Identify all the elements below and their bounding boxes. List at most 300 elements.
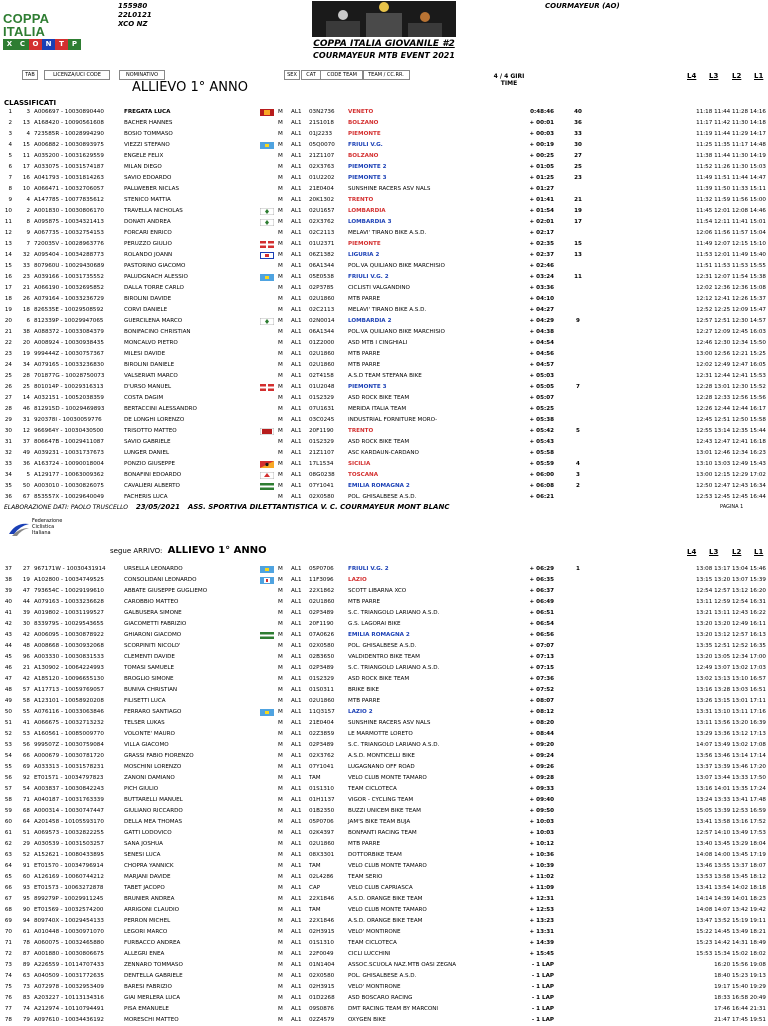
cell-team: PIEMONTE 3 [348,175,387,181]
cell-sex: M [278,120,283,126]
event-code-1: 155980 [118,2,148,10]
cell-sex: M [278,687,283,693]
cell-sex: M [278,610,283,616]
cell-lap-times: 12:49 13:07 13:02 17:03 [696,665,766,671]
cell-sex: M [278,483,283,489]
cell-team: A.S.D TEAM STEFANA BIKE [348,373,422,379]
cell-team-code: 01B2350 [309,808,335,814]
cell-name: STENICO MATTIA [124,197,171,203]
cell-lap-times: 19:17 15:40 19:29 [714,984,766,990]
cell-points: 9 [576,318,580,324]
cell-bib: 20 [22,340,30,346]
cell-lap-times: 13:40 13:45 13:29 18:04 [696,841,766,847]
cell-cat: AL1 [291,918,302,924]
cell-sex: M [278,186,283,192]
cell-pos: 68 [4,907,12,913]
table-row [0,261,768,272]
cell-license: A060075 - 10032465880 [34,940,104,946]
cell-pos: 40 [4,599,12,605]
cell-time: + 00:25 [529,153,554,159]
cell-lap-times: 13:53 13:58 13:45 18:12 [696,874,766,880]
cell-sex: M [278,819,283,825]
cell-lap-times: 13:47 13:52 15:19 19:11 [696,918,766,924]
cell-lap-times: 11:38 11:44 11:30 14:19 [696,153,766,159]
cell-name: BUNIVA CHRISTIAN [124,687,178,693]
cell-team: ASC KARDAUN-CARDANO [348,450,419,456]
cell-license: A001830 - 10030806170 [34,208,104,214]
cell-cat: AL1 [291,852,302,858]
cell-points: 21 [574,197,582,203]
cell-team-code: 01S0311 [309,687,334,693]
cell-cat: AL1 [291,698,302,704]
laps-info [484,73,534,87]
cell-team-code: 07A0626 [309,632,335,638]
cell-team-code: 08G0238 [309,472,335,478]
cell-name: CAVALIERI ALBERTO [124,483,180,489]
cell-pos: 74 [4,973,12,979]
cell-sex: M [278,230,283,236]
table-row [0,619,768,630]
cell-license: A000679 - 10030781720 [34,753,104,759]
cell-pos: 54 [4,753,12,759]
cell-pos: 46 [4,665,12,671]
cell-cat: AL1 [291,940,302,946]
cell-sex: M [278,621,283,627]
cell-name: BIROLINI DAVIDE [124,296,172,302]
cell-team-code: 02X0580 [309,973,335,979]
cell-pos: 11 [4,219,12,225]
cell-bib: 34 [22,362,30,368]
cell-time: + 08:44 [529,731,554,737]
fci-text-3: Italiana [32,530,51,536]
cell-cat: AL1 [291,973,302,979]
cell-name: DELLA MEA THOMAS [124,819,183,825]
cell-team: POL. GHISALBESE A.S.D. [348,973,417,979]
cell-time: + 05:25 [529,406,554,412]
cell-bib: 36 [22,461,30,467]
cell-license: 809740X - 10029454133 [34,918,104,924]
cell-name: GALBUSERA SIMONE [124,610,182,616]
cell-name: BONAFINI EDOARDO [124,472,182,478]
cell-cat: AL1 [291,450,302,456]
cell-bib: 63 [22,973,30,979]
cell-pos: 19 [4,307,12,313]
cell-cat: AL1 [291,621,302,627]
cell-pos: 32 [4,450,12,456]
cell-pos: 16 [4,274,12,280]
cell-pos: 9 [8,197,12,203]
cell-sex: M [278,208,283,214]
cell-cat: AL1 [291,654,302,660]
cell-license: 899279P - 10029911245 [34,896,104,902]
cell-team-code: 02P3489 [309,610,334,616]
cell-sex: M [278,373,283,379]
cell-pos: 22 [4,340,12,346]
cell-sex: M [278,665,283,671]
cell-lap-times: 13:35 12:51 12:52 16:35 [696,643,766,649]
cell-pos: 55 [4,764,12,770]
cell-time: + 06:29 [529,566,554,572]
cell-team-code: 02B3650 [309,654,335,660]
cell-bib: 79 [22,1017,30,1023]
cell-sex: M [278,830,283,836]
region-flag-icon [260,577,274,584]
cell-lap-times: 12:31 12:07 11:54 15:38 [696,274,766,280]
cell-lap-times: 12:28 13:01 12:30 15:52 [696,384,766,390]
cell-points: 4 [576,461,580,467]
cell-team: LAZIO 2 [348,709,373,715]
cell-bib: 73 [22,984,30,990]
cell-name: BIROLINI DANIELE [124,362,175,368]
table-row [0,949,768,960]
cell-sex: M [278,599,283,605]
cell-license: A076116 - 10033063846 [34,709,104,715]
cell-team: VELO CLUB MONTE TAMARO [348,907,427,913]
cell-pos: 17 [4,285,12,291]
cell-cat: AL1 [291,219,302,225]
cell-license: A039166 - 10031735552 [34,274,104,280]
cell-sex: M [278,808,283,814]
cell-pos: 59 [4,808,12,814]
cell-lap-times: 18:33 16:58 20:49 [714,995,766,1001]
cell-lap-times: 13:29 13:36 13:12 17:13 [696,731,766,737]
cell-cat: AL1 [291,164,302,170]
cell-team: CICLI LUCCHINI [348,951,391,957]
cell-bib: 66 [22,753,30,759]
cell-cat: AL1 [291,494,302,500]
cell-bib: 25 [22,384,30,390]
cell-lap-times: 12:57 14:10 13:49 17:53 [696,830,766,836]
cell-name: MILAN DIEGO [124,164,162,170]
cell-license: A006882 - 10030893975 [34,142,104,148]
cell-sex: M [278,318,283,324]
cell-bib: 68 [22,808,30,814]
cell-time: + 04:27 [529,307,554,313]
cell-sex: M [278,439,283,445]
cell-bib: 19 [22,351,30,357]
cell-time: + 11:09 [529,885,554,891]
cell-team-code: 07Y1041 [309,483,334,489]
cell-cat: AL1 [291,643,302,649]
cell-team: INDUSTRIAL FORNITURE MORO- [348,417,438,423]
cell-name: CORVI DANIELE [124,307,168,313]
region-flag-icon [260,428,274,435]
cell-lap-times: 13:00 12:15 12:29 17:02 [696,472,766,478]
cell-license: A003330 - 10030831533 [34,654,104,660]
cell-team-code: 01J2233 [309,131,333,137]
cell-name: SANA JOSHUA [124,841,164,847]
cell-time: + 09:50 [529,808,554,814]
cell-time: + 01:41 [529,197,554,203]
cell-lap-times: 15:05 13:39 12:53 16:59 [696,808,766,814]
cell-license: A003010 - 10030826075 [34,483,104,489]
col-head-team: TEAM / CC.RR. [362,70,410,80]
logo-strip-letter: N [42,39,55,50]
cell-lap-times: 12:43 12:47 12:41 16:18 [696,439,766,445]
cell-bib: 52 [22,852,30,858]
cell-team: LE MARMOTTE LORETO [348,731,413,737]
cell-team-code: 02U1860 [309,698,335,704]
cell-license: A000314 - 10030747447 [34,808,104,814]
cell-time: + 05:38 [529,417,554,423]
cell-pos: 70 [4,929,12,935]
cell-lap-times: 12:45 12:51 12:50 15:58 [696,417,766,423]
cell-team-code: 08X3301 [309,852,335,858]
cell-team: MTB PARRE [348,698,381,704]
cell-name: MONCALVO PIETRO [124,340,178,346]
cell-license: A079165 - 10033236830 [34,362,104,368]
table-row [0,993,768,1004]
cell-pos: 39 [4,588,12,594]
table-row [0,883,768,894]
footer-elaborazione: ELABORAZIONE DATI: PAOLO TRUSCELLO [4,504,128,511]
cell-bib: 50 [22,483,30,489]
cell-sex: M [278,698,283,704]
cell-lap-times: 15:22 14:45 13:49 18:21 [696,929,766,935]
cell-bib: 14 [22,395,30,401]
cell-time: + 06:56 [529,632,554,638]
cell-name: SAVIO EDOARDO [124,175,172,181]
cell-lap-times: 13:11 12:59 12:54 16:31 [696,599,766,605]
table-row [0,872,768,883]
cell-cat: AL1 [291,764,302,770]
cell-time: + 07:36 [529,676,554,682]
cell-lap-times: 14:07 13:49 13:02 17:08 [696,742,766,748]
cell-license: A010448 - 10030971070 [34,929,104,935]
cell-time: + 00:01 [529,120,554,126]
cell-name: MOSCHINI LORENZO [124,764,182,770]
cell-pos: 41 [4,610,12,616]
cell-name: CONSOLIDANI LEONARDO [124,577,197,583]
cell-lap-times: 14:08 14:07 13:42 19:42 [696,907,766,913]
cell-points: 11 [574,274,582,280]
cell-name: D'URSO MANUEL [124,384,172,390]
cell-name: GRASSI FABIO FIORENZO [124,753,194,759]
cell-pos: 71 [4,940,12,946]
cell-bib: 54 [22,786,30,792]
logo-strip-letter: X [3,39,16,50]
cell-bib: 37 [22,439,30,445]
cell-time: + 06:54 [529,621,554,627]
lap-head-l1-p2: L1 [754,548,764,556]
cell-team-code: 02X3763 [309,164,335,170]
cell-team-code: 05Q0070 [309,142,335,148]
cell-lap-times: 11:18 11:44 11:28 14:16 [696,109,766,115]
cell-cat: AL1 [291,632,302,638]
cell-sex: M [278,252,283,258]
cell-license: A168420 - 10090561608 [34,120,104,126]
cell-team: A.S.D. ORANGE BIKE TEAM [348,896,423,902]
cell-team-code: 02X0580 [309,643,335,649]
cell-cat: AL1 [291,285,302,291]
cell-pos: 3 [8,131,12,137]
cell-points: 3 [576,472,580,478]
table-row [0,608,768,619]
region-flag-icon [260,483,274,490]
cell-pos: 62 [4,841,12,847]
cell-bib: 38 [22,329,30,335]
cell-lap-times: 13:20 13:20 12:49 16:11 [696,621,766,627]
cell-license: A040509 - 10031772635 [34,973,104,979]
cell-pos: 29 [4,417,12,423]
cell-bib: 94 [22,918,30,924]
table-row [0,448,768,459]
cell-time: + 06:37 [529,588,554,594]
cell-cat: AL1 [291,676,302,682]
cell-license: A152621 - 10080433895 [34,852,104,858]
cell-pos: 34 [4,472,12,478]
table-row [0,371,768,382]
cell-team-code: 02X3762 [309,219,335,225]
cell-points: 5 [576,428,580,434]
cell-name: TELSER LUKAS [124,720,165,726]
cell-pos: 67 [4,896,12,902]
region-flag-icon [260,632,274,639]
cell-license: A185120 - 10096655130 [34,676,104,682]
cell-bib: 6 [26,318,30,324]
cell-cat: AL1 [291,775,302,781]
cell-team: POL.VA QUILIANO BIKE MARCHISIO [348,263,445,269]
cell-lap-times: 12:28 12:33 12:56 15:56 [696,395,766,401]
cell-license: A040187 - 10031763339 [34,797,104,803]
cell-points: 19 [574,208,582,214]
cell-team: VELO CLUB MONTE TAMARO [348,775,427,781]
trophy-podium-image [312,1,456,37]
cell-time: + 09:20 [529,742,554,748]
cell-name: BOSIO TOMMASO [124,131,173,137]
cell-sex: M [278,109,283,115]
cell-name: DE LONGHI LORENZO [124,417,185,423]
cell-team-code: TAM [309,863,321,869]
cell-lap-times: 13:41 13:54 14:02 18:18 [696,885,766,891]
cell-license: 833979S - 10029543655 [34,621,104,627]
cell-cat: AL1 [291,296,302,302]
cell-lap-times: 11:49 11:51 11:44 14:47 [696,175,766,181]
cell-license: 801014P - 10029316313 [34,384,104,390]
cell-team-code: 02N0014 [309,318,335,324]
cell-team: LAZIO [348,577,367,583]
cell-lap-times: 12:02 12:36 12:36 15:08 [696,285,766,291]
cell-sex: M [278,973,283,979]
cell-bib: 71 [22,797,30,803]
cell-license: A088372 - 10033084379 [34,329,104,335]
cell-pos: 49 [4,698,12,704]
cell-bib: 44 [22,599,30,605]
cell-team: POL.VA QUILIANO BIKE MARCHISIO [348,329,445,335]
cell-cat: AL1 [291,1006,302,1012]
cell-pos: 23 [4,351,12,357]
cell-team-code: 06A1344 [309,263,335,269]
cell-time: + 04:38 [529,329,554,335]
col-head-nominativo: NOMINATIVO [119,70,165,80]
table-row [0,437,768,448]
cell-cat: AL1 [291,197,302,203]
cell-team-code: 01H1137 [309,797,335,803]
cell-team-code: 02L4286 [309,874,334,880]
cell-pos: 44 [4,643,12,649]
cell-time: + 09:28 [529,775,554,781]
table-row [0,459,768,470]
region-flag-icon [260,208,274,215]
cell-pos: 1 [8,109,12,115]
table-row [0,426,768,437]
cell-license: A039231 - 10031737673 [34,450,104,456]
cell-cat: AL1 [291,797,302,803]
cell-time: + 05:05 [529,384,554,390]
cell-team-code: 09S0876 [309,1006,334,1012]
region-flag-icon [260,709,274,716]
table-row [0,597,768,608]
cell-time: + 10:36 [529,852,554,858]
cell-team: PIEMONTE 2 [348,164,387,170]
cell-lap-times: 16:20 15:56 19:08 [714,962,766,968]
cell-team-code: 02X3762 [309,753,335,759]
cell-team: LOMBARDIA [348,208,386,214]
cell-lap-times: 12:50 12:47 12:43 16:34 [696,483,766,489]
cell-time: + 07:15 [529,665,554,671]
cell-time: + 09:40 [529,797,554,803]
cell-team: VENETO [348,109,374,115]
cell-sex: M [278,786,283,792]
cell-lap-times: 12:55 13:14 12:35 15:44 [696,428,766,434]
table-row [0,360,768,371]
region-flag-icon [260,318,274,325]
cell-sex: M [278,654,283,660]
cell-cat: AL1 [291,1017,302,1023]
table-row [0,795,768,806]
cell-sex: M [278,764,283,770]
cell-name: DONATI ANDREA [124,219,171,225]
cell-bib: 18 [22,307,30,313]
cell-cat: AL1 [291,665,302,671]
cell-bib: 7 [26,241,30,247]
cell-team-code: 01S2329 [309,439,334,445]
region-flag-icon [260,252,274,259]
cell-sex: M [278,219,283,225]
cell-pos: 45 [4,654,12,660]
cell-pos: 72 [4,951,12,957]
cell-team: MTB PARRE [348,841,381,847]
cell-name: GIULIANO RICCARDO [124,808,183,814]
cell-sex: M [278,731,283,737]
page-number: PAGINA 1 [720,504,744,510]
cell-name: PALUDGNACH ALESSIO [124,274,188,280]
cell-time: + 00:03 [529,131,554,137]
cell-team-code: 01N1404 [309,962,335,968]
cell-name: FERRARO SANTIAGO [124,709,182,715]
region-flag-icon [260,219,274,226]
table-row [0,773,768,784]
cell-team: BUZZI UNICEM BIKE TEAM [348,808,421,814]
cell-pos: 13 [4,241,12,247]
cell-pos: 20 [4,318,12,324]
cell-name: LUNGER DANIEL [124,450,170,456]
cell-cat: AL1 [291,417,302,423]
cell-sex: M [278,494,283,500]
cell-points: 2 [576,483,580,489]
cell-sex: M [278,841,283,847]
table-row [0,916,768,927]
cell-pos: 52 [4,731,12,737]
cell-name: GIACOMETTI FABRIZIO [124,621,187,627]
cell-pos: 24 [4,362,12,368]
cell-license: 826535E - 10029508592 [34,307,104,313]
cell-team: ASSOC.SCUOLA NAZ.MTB OASI ZEGNA [348,962,457,968]
cell-team-code: 01U2048 [309,384,335,390]
cell-cat: AL1 [291,208,302,214]
table-row [0,784,768,795]
cell-time: + 04:10 [529,296,554,302]
